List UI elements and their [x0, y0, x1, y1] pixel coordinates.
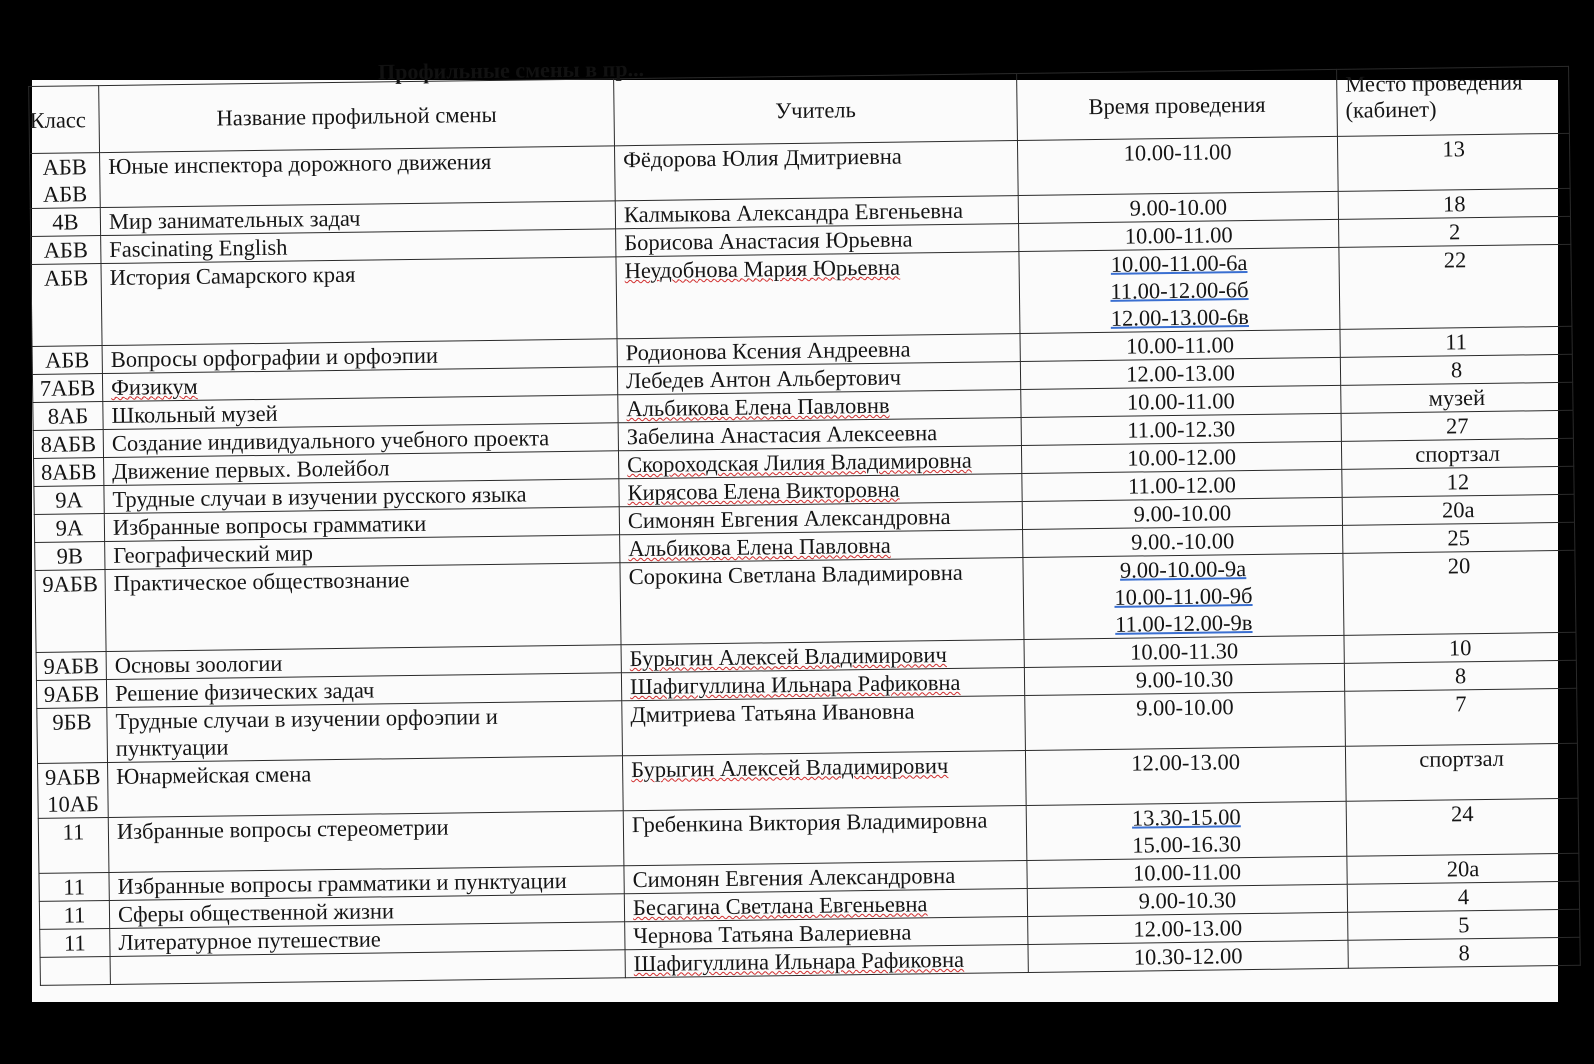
cell-place — [1344, 660, 1576, 691]
subject-label: Юные инспектора дорожного движения — [108, 148, 492, 179]
cell-teacher — [622, 751, 1026, 811]
class-label-2: 10АБ — [47, 791, 100, 817]
class-label: 9А — [55, 487, 83, 513]
cell-subject — [108, 811, 624, 873]
subject-label: Трудные случаи в изучении орфоэпии и пунктуации — [115, 703, 499, 761]
cell-time — [1025, 691, 1346, 750]
subject-label: Избранные вопросы стереометрии — [116, 814, 449, 844]
cell-teacher — [623, 805, 1027, 865]
time-slot: 10.00-11.00 — [1126, 388, 1235, 415]
class-label: 8АБ — [47, 403, 89, 429]
class-label: 8АБВ — [40, 431, 97, 457]
cell-teacher — [625, 944, 1028, 977]
cell-time — [1022, 469, 1342, 501]
teacher-label: Симонян Евгения Александровна — [627, 503, 951, 534]
time-slot: 9.00-10.30 — [1138, 887, 1237, 914]
cell-place — [1343, 522, 1575, 553]
cell-subject — [108, 756, 624, 818]
cell-time — [1024, 635, 1344, 667]
time-slot: 9.00-10.00 — [1135, 694, 1234, 721]
place-label: спортзал — [1419, 745, 1505, 772]
class-label: 9БВ — [52, 709, 92, 735]
cell-time — [1020, 357, 1340, 389]
time-slot: 9.00-10.00 — [1129, 194, 1228, 221]
time-slot: 10.00-11.00-6а — [1110, 250, 1248, 277]
teacher-label: Кирясова Елена Викторовна — [627, 476, 900, 506]
cell-subject — [101, 257, 617, 346]
time-slot: 12.00-13.00 — [1133, 915, 1243, 942]
subject-label: Решение физических задач — [114, 677, 375, 706]
subject-label: Сферы общественной жизни — [117, 898, 395, 927]
time-slot: 9.00.-10.00 — [1130, 528, 1235, 555]
teacher-label: Лебедев Антон Альбертович — [625, 364, 902, 394]
place-label: 20 — [1447, 553, 1471, 579]
cell-teacher — [622, 696, 1026, 756]
cell-time — [1028, 912, 1348, 944]
place-label: музей — [1428, 384, 1486, 411]
cell-place — [1339, 244, 1572, 329]
class-label-2: АБВ — [42, 181, 88, 207]
time-slot: 12.00-13.00 — [1125, 360, 1236, 387]
place-label: спортзал — [1415, 440, 1501, 467]
cell-place — [1341, 438, 1573, 469]
cell-time — [1017, 136, 1338, 195]
subject-label: Избранные вопросы грамматики и пунктуации — [117, 868, 567, 899]
cell-teacher — [614, 141, 1018, 201]
class-label: АБВ — [43, 237, 89, 263]
cell-place — [1348, 909, 1580, 940]
class-label: 9АБВ — [42, 571, 99, 597]
cell-class — [34, 486, 104, 515]
time-slot: 10.00-11.00 — [1132, 859, 1242, 886]
cell-place — [1338, 188, 1570, 219]
cell-time — [1026, 801, 1347, 860]
teacher-label: Сорокина Светлана Владимировна — [628, 559, 963, 590]
cell-subject — [105, 563, 621, 652]
cell-class — [40, 957, 110, 986]
cell-time — [1021, 385, 1341, 417]
cell-time — [1023, 525, 1343, 557]
page-title: Профильные смены в пр... — [377, 55, 645, 85]
class-label: 11 — [63, 874, 86, 900]
cell-class — [32, 346, 102, 375]
cell-place — [1347, 881, 1579, 912]
place-label: 25 — [1447, 525, 1471, 551]
teacher-label: Шафигуллина Ильнара Рафиковна — [629, 669, 961, 700]
time-slot: 13.30-15.00 — [1131, 804, 1241, 831]
time-slot: 11.00-12.00-9в — [1114, 610, 1253, 637]
cell-place — [1345, 743, 1578, 801]
time-slot: 10.00-11.00 — [1123, 139, 1232, 166]
class-label — [41, 957, 110, 958]
cell-place — [1341, 410, 1573, 441]
cell-class — [34, 514, 104, 543]
cell-time — [1028, 940, 1348, 972]
time-slot: 10.00-12.00 — [1127, 444, 1237, 471]
subject-label: Юнармейская смена — [116, 761, 312, 789]
time-slot: 11.00-12.30 — [1127, 416, 1236, 443]
cell-place — [1346, 798, 1579, 856]
class-label: 8АБВ — [40, 459, 97, 485]
cell-time — [1024, 663, 1344, 695]
subject-label: Движение первых. Волейбол — [112, 455, 390, 484]
cell-time — [1021, 413, 1341, 445]
header-place — [1337, 66, 1570, 136]
cell-place — [1341, 382, 1573, 413]
cell-time — [1025, 746, 1346, 805]
cell-class — [33, 430, 103, 459]
cell-time — [1020, 329, 1340, 361]
teacher-label: Альбикова Елена Павловнв — [626, 392, 890, 422]
teacher-label: Фёдорова Юлия Дмитриевна — [623, 143, 902, 173]
cell-time — [1027, 884, 1347, 916]
cell-subject — [107, 701, 623, 763]
cell-class — [35, 542, 105, 571]
cell-teacher — [618, 446, 1021, 479]
document-page — [29, 55, 1558, 1002]
place-label: 8 — [1450, 357, 1463, 383]
time-slot: 12.00-13.00-6в — [1110, 304, 1249, 331]
time-slot: 15.00-16.30 — [1132, 831, 1242, 858]
cell-class — [31, 264, 102, 347]
time-slot: 9.00-10.00-9а — [1119, 556, 1247, 583]
cell-time — [1022, 497, 1342, 529]
header-subject: Название профильной смены — [99, 79, 615, 153]
place-label: 24 — [1450, 801, 1474, 827]
cell-time — [1018, 191, 1338, 223]
cell-time — [1019, 247, 1340, 333]
cell-class — [32, 374, 102, 403]
place-label: 12 — [1446, 469, 1470, 495]
place-label: 4 — [1457, 884, 1470, 910]
teacher-label: Неудобнова Мария Юрьевна — [624, 254, 901, 284]
class-label: АБВ — [43, 265, 89, 291]
class-label: 9АБВ — [44, 764, 101, 790]
place-label: 13 — [1442, 136, 1466, 162]
place-label: 8 — [1458, 940, 1470, 966]
table-body — [30, 133, 1581, 985]
subject-label: История Самарского края — [109, 261, 356, 290]
time-slot: 10.00-11.00-9б — [1114, 583, 1253, 610]
cell-time — [1027, 856, 1347, 888]
subject-label: Географический мир — [113, 540, 314, 568]
cell-place — [1342, 466, 1574, 497]
subject-label: Школьный музей — [111, 400, 278, 428]
class-label: 9АБВ — [43, 681, 100, 707]
class-label: АБВ — [42, 154, 87, 180]
cell-class — [39, 873, 109, 902]
teacher-label: Скороходская Лилия Владимировна — [627, 447, 972, 478]
place-label: 7 — [1455, 691, 1467, 717]
teacher-label: Борисова Анастасия Юрьевна — [624, 226, 913, 256]
cell-place — [1337, 133, 1570, 191]
teacher-label: Бурыгин Алексей Владимирович — [630, 753, 949, 783]
place-label: 8 — [1454, 663, 1467, 689]
class-label: 11 — [63, 930, 86, 956]
cell-class — [34, 458, 104, 487]
place-label: 10 — [1448, 635, 1472, 661]
cell-place — [1340, 354, 1572, 385]
header-place-line1: Место проведения — [1345, 69, 1523, 97]
teacher-label: Забелина Анастасия Алексеевна — [626, 420, 938, 450]
subject-label: Избранные вопросы грамматики — [112, 510, 427, 540]
cell-place — [1345, 688, 1578, 746]
cell-time — [1019, 219, 1339, 251]
header-place-line2: (кабинет) — [1345, 96, 1437, 123]
place-label: 18 — [1442, 191, 1466, 217]
time-slot: 10.00-11.00 — [1126, 332, 1235, 359]
cell-class — [39, 901, 109, 930]
teacher-label: Дмитриева Татьяна Ивановна — [630, 698, 915, 728]
subject-label: Создание индивидуального учебного проекта — [111, 425, 550, 456]
cell-class — [36, 680, 106, 709]
subject-label: Практическое обществознание — [113, 567, 410, 596]
teacher-label: Родионова Ксения Андреевна — [625, 336, 911, 366]
place-label: 11 — [1445, 329, 1468, 355]
cell-class — [30, 153, 101, 209]
header-teacher: Учитель — [614, 74, 1018, 146]
cell-class — [36, 652, 106, 681]
subject-label: Fascinating English — [109, 234, 288, 262]
time-slot: 11.00-12.00-6б — [1110, 277, 1249, 304]
cell-place — [1343, 550, 1576, 635]
cell-class — [33, 402, 103, 431]
teacher-label: Гребенкина Виктория Владимировна — [631, 807, 988, 838]
cell-subject — [100, 146, 616, 208]
place-label: 22 — [1443, 247, 1467, 273]
cell-teacher — [620, 558, 1024, 645]
class-label: 9АБВ — [43, 653, 100, 679]
class-label: 11 — [62, 819, 85, 845]
cell-class — [30, 208, 100, 237]
time-slot: 10.00-11.00 — [1124, 222, 1233, 249]
place-label: 2 — [1448, 219, 1461, 245]
cell-class — [38, 818, 109, 874]
cell-place — [1348, 937, 1580, 968]
class-label: 9В — [56, 543, 84, 569]
teacher-label: Калмыкова Александра Евгеньевна — [623, 197, 964, 228]
header-class: Класс — [29, 86, 100, 154]
place-label: 20а — [1441, 497, 1475, 523]
subject-label: Мир занимательных задач — [108, 205, 361, 234]
cell-class — [35, 570, 106, 653]
time-slot: 10.30-12.00 — [1133, 943, 1243, 970]
class-label: 9А — [55, 515, 84, 541]
cell-teacher — [616, 252, 1020, 339]
class-label: 4В — [52, 209, 79, 235]
cell-class — [37, 708, 108, 764]
teacher-label: Шафигуллина Ильнара Рафиковна — [633, 946, 965, 977]
subject-label: Физикум — [110, 373, 198, 400]
time-slot: 12.00-13.00 — [1131, 749, 1241, 776]
header-time: Время проведения — [1017, 69, 1338, 140]
cell-teacher — [615, 196, 1018, 229]
class-label: 7АБВ — [39, 375, 96, 401]
time-slot: 9.00-10.00 — [1133, 500, 1232, 527]
time-slot: 11.00-12.00 — [1127, 472, 1237, 499]
cell-time — [1021, 441, 1341, 473]
subject-label: Основы зоологии — [114, 650, 283, 678]
subject-label: Вопросы орфографии и орфоэпии — [110, 342, 439, 372]
cell-place — [1339, 216, 1571, 247]
time-slot: 9.00-10.30 — [1135, 666, 1234, 693]
teacher-label: Симонян Евгения Александровна — [632, 862, 956, 893]
cell-class — [31, 236, 101, 265]
teacher-label: Бурыгин Алексей Владимирович — [629, 642, 947, 672]
schedule-table — [28, 66, 1581, 986]
teacher-label: Чернова Татьяна Валериевна — [633, 919, 912, 949]
document-content — [28, 54, 1580, 986]
subject-label: Трудные случаи в изучении русского языка — [112, 481, 527, 512]
time-slot: 10.00-11.30 — [1130, 638, 1239, 665]
cell-place — [1342, 494, 1574, 525]
place-label: 5 — [1457, 912, 1470, 938]
class-label: 11 — [63, 902, 86, 928]
cell-class — [40, 929, 110, 958]
cell-place — [1347, 853, 1579, 884]
cell-class — [38, 763, 109, 819]
cell-time — [1023, 553, 1344, 639]
teacher-label: Бесагина Светлана Евгеньевна — [632, 891, 928, 921]
place-label: 27 — [1445, 413, 1469, 439]
cell-place — [1340, 326, 1572, 357]
class-label: АБВ — [44, 347, 90, 373]
subject-label: Литературное путешествие — [118, 926, 381, 955]
cell-place — [1344, 632, 1576, 663]
teacher-label: Альбикова Елена Павловна — [628, 532, 891, 562]
place-label: 20а — [1446, 856, 1480, 882]
